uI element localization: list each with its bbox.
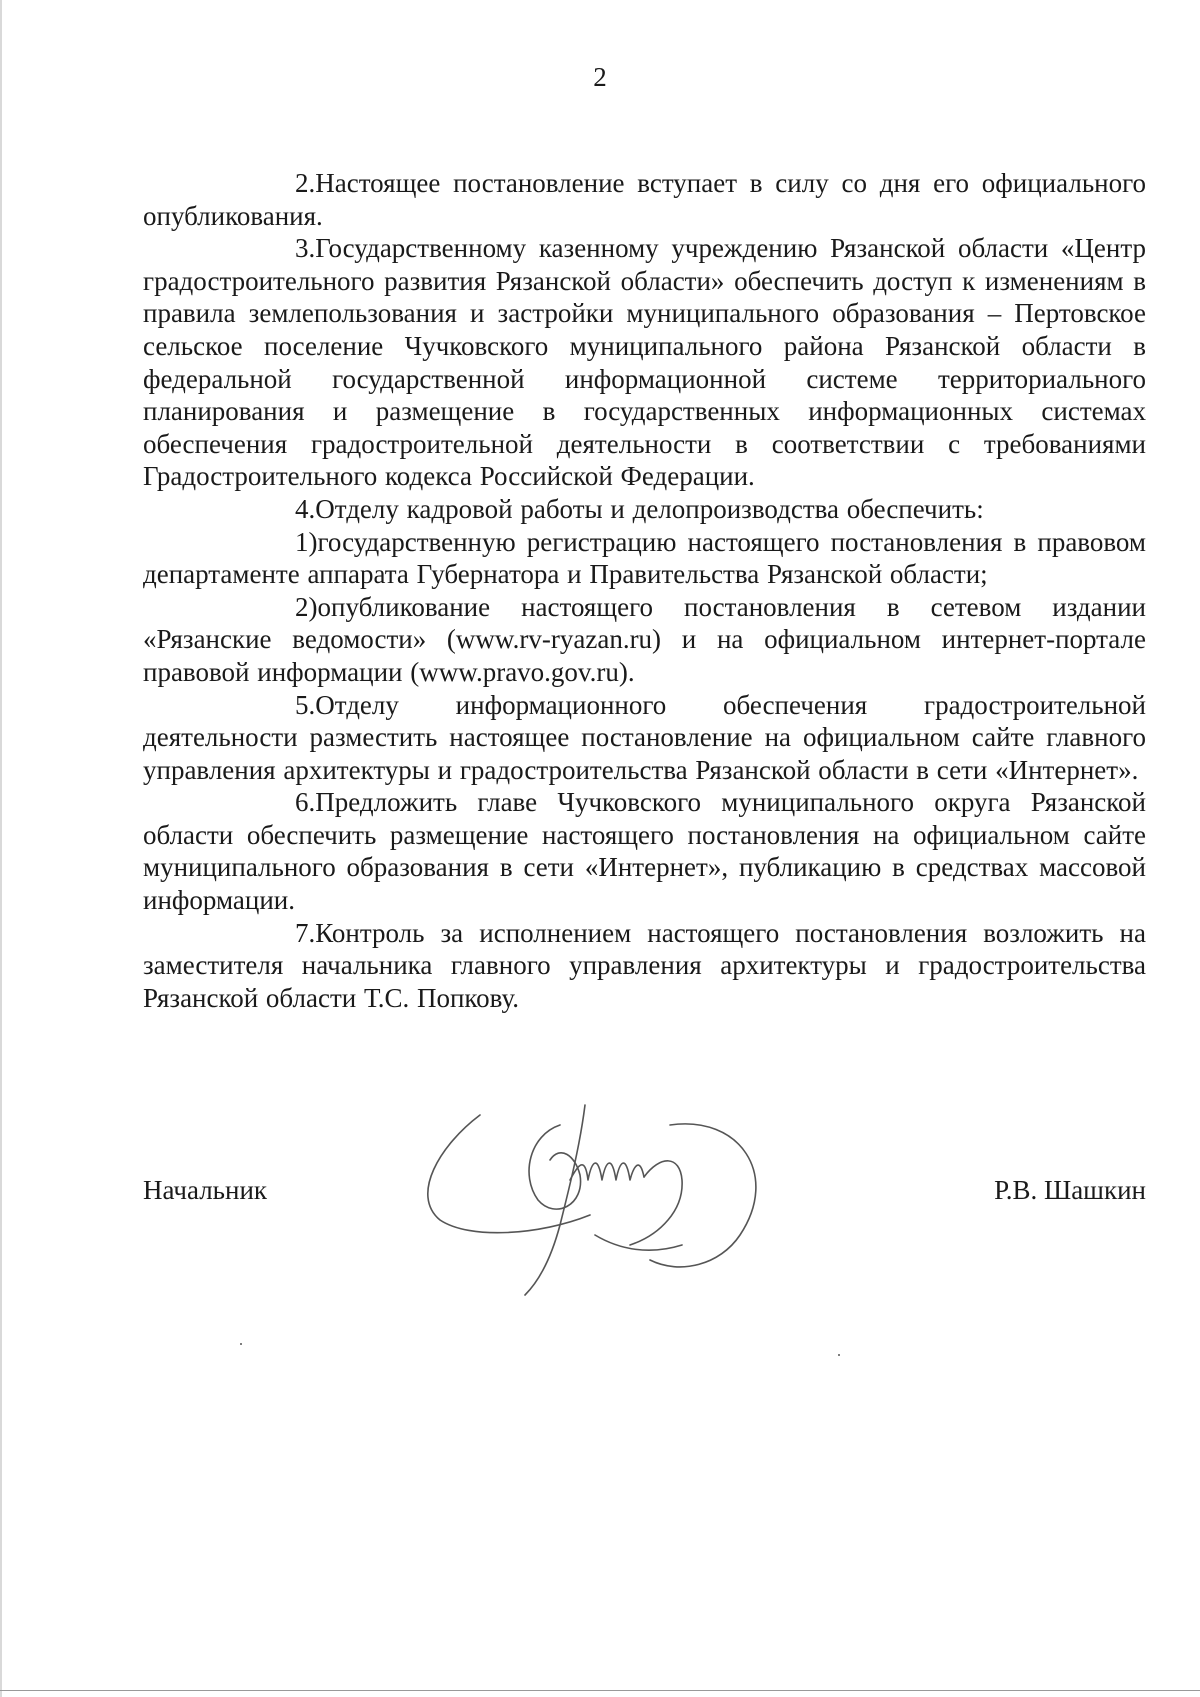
paragraph-5 bbox=[143, 689, 1146, 787]
subparagraph-2 bbox=[143, 591, 1146, 689]
paragraph-2 bbox=[143, 167, 1146, 232]
paragraph-6 bbox=[143, 786, 1146, 916]
paragraph-number: 1) bbox=[295, 526, 318, 557]
paragraph-number: 2. bbox=[295, 168, 316, 198]
signatory-name: Р.В. Шашкин bbox=[994, 1175, 1146, 1205]
paragraph-text: Предложить главе Чучковского муниципального округа Рязанской области обеспечить размещение настоящего постановления на официальном сайте муниципального образования в сети «Интернет», публикацию в средствах массовой информации. bbox=[143, 787, 1146, 916]
paragraph-text: Настоящее постановление вступает в силу со дня его официального опубликования. bbox=[143, 168, 1146, 231]
paragraph-number: 7. bbox=[295, 917, 316, 948]
paragraph-number: 4. bbox=[295, 493, 316, 524]
paragraph-text: Контроль за исполнением настоящего постановления возложить на заместителя начальника главного управления архитектуры и градостроительства Рязанской области Т.С. Попкову. bbox=[143, 917, 1146, 1013]
paragraph-3 bbox=[143, 232, 1146, 493]
paragraph-text: государственную регистрацию настоящего постановления в правовом департаменте аппарата Губернатора и Правительства Рязанской области; bbox=[143, 526, 1146, 590]
signature-block bbox=[143, 1175, 1146, 1206]
page-number: 2 bbox=[593, 62, 607, 92]
scan-left-edge bbox=[0, 0, 2, 1697]
scan-speck bbox=[240, 1343, 242, 1345]
scan-bottom-edge bbox=[0, 1690, 1200, 1691]
paragraph-text: опубликование настоящего постановления в сетевом издании «Рязанские ведомости» (www.rv-ryazan.ru) и на официальном интернет-портале правовой информации (www.pravo.gov.ru). bbox=[143, 591, 1146, 687]
paragraph-number: 6. bbox=[295, 787, 316, 818]
paragraph-text: Государственному казенному учреждению Рязанской области «Центр градостроительного развития Рязанской области» обеспечить доступ к изменениям в правила землепользования и застройки муниципального образования – Пертовское сельское поселение Чучковского муниципального района Рязанской области в федеральной государственной информационной системе территориального планирования и размещение в государственных информационных системах обеспечения градостроительной деятельности в соответствии с требованиями Градостроительного кодекса Российской Федерации. bbox=[143, 233, 1146, 492]
paragraph-number: 5. bbox=[295, 689, 316, 720]
document-body bbox=[143, 167, 1146, 1014]
paragraph-number: 3. bbox=[295, 233, 316, 264]
paragraph-4 bbox=[143, 493, 1146, 526]
signatory-title: Начальник bbox=[143, 1175, 268, 1205]
scan-speck bbox=[838, 1354, 840, 1356]
paragraph-7 bbox=[143, 917, 1146, 1015]
paragraph-text: Отделу кадровой работы и делопроизводства обеспечить: bbox=[315, 493, 984, 524]
subparagraph-1 bbox=[143, 526, 1146, 591]
paragraph-number: 2) bbox=[295, 591, 318, 622]
paragraph-text: Отделу информационного обеспечения градостроительной деятельности разместить настоящее постановление на официальном сайте главного управления архитектуры и градостроительства Рязанской области в сети «Интернет». bbox=[143, 689, 1146, 785]
